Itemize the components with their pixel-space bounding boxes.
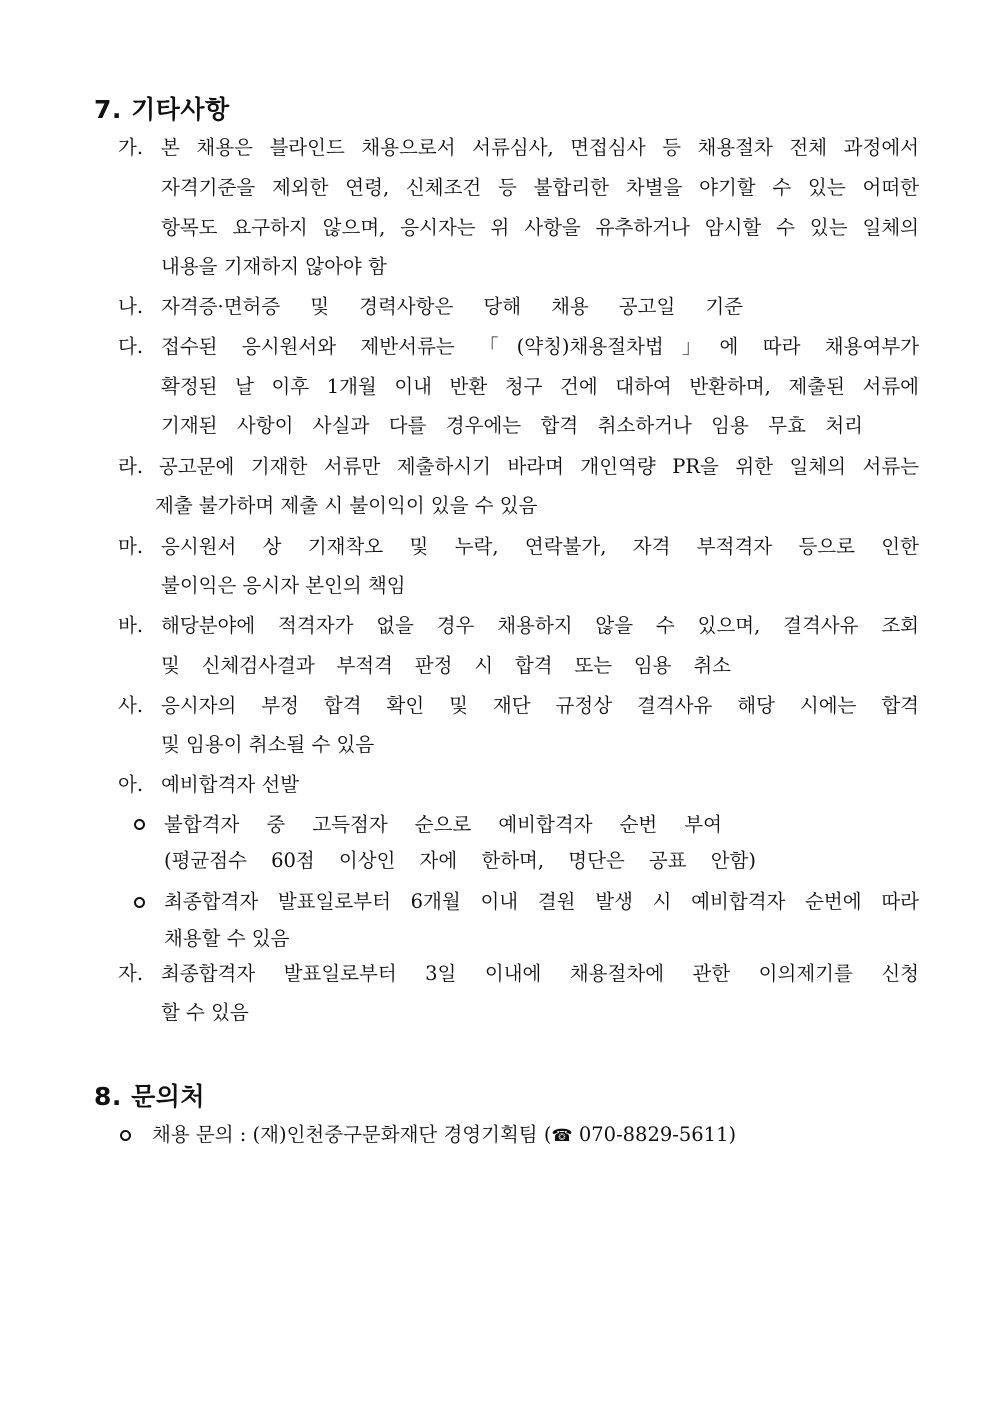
item-a-line-1: 예비합격자 선발 <box>161 773 300 796</box>
item-sa-line-1: 응시자의 부정 합격 확인 및 재단 규정상 결격사유 해당 시에는 합격 <box>161 694 919 717</box>
item-ra-line-1: 공고문에 기재한 서류만 제출하시기 바라며 개인역량 PR을 위한 일체의 서류는 <box>159 455 919 478</box>
item-ga-line-2: 자격기준을 제외한 연령, 신체조건 등 불합리한 차별을 야기할 수 있는 어떠한 <box>161 176 919 199</box>
item-ba-line-1: 해당분야에 적격자가 없을 경우 채용하지 않을 수 있으며, 결격사유 조회 <box>161 614 919 637</box>
item-ga-line-4: 내용을 기재하지 않아야 함 <box>161 255 387 278</box>
contact-phone: 070-8829-5611) <box>578 1123 737 1146</box>
item-da-line-3: 기재된 사항이 사실과 다를 경우에는 합격 취소하거나 임용 무효 처리 <box>161 414 863 437</box>
item-ra-line-2: 제출 불가하며 제출 시 불이익이 있을 수 있음 <box>155 494 538 517</box>
item-a-marker: 아. <box>118 773 144 796</box>
section-7-title: 7. 기타사항 <box>94 95 230 124</box>
bullet-circle-icon <box>120 1130 131 1141</box>
item-da-line-2: 확정된 날 이후 1개월 이내 반환 청구 건에 대하여 반환하며, 제출된 서류에 <box>161 375 919 398</box>
item-ma-line-2: 불이익은 응시자 본인의 책임 <box>161 574 406 597</box>
item-ba-line-2: 및 신체검사결과 부적격 판정 시 합격 또는 임용 취소 <box>161 654 731 677</box>
bullet-1-line-1: 불합격자 중 고득점자 순으로 예비합격자 순번 부여 <box>164 813 722 836</box>
item-ma-line-1: 응시원서 상 기재착오 및 누락, 연락불가, 자격 부적격자 등으로 인한 <box>161 535 919 558</box>
section-8-title: 8. 문의처 <box>94 1082 206 1111</box>
item-da-line-1: 접수된 응시원서와 제반서류는 「(약칭)채용절차법」에 따라 채용여부가 <box>161 335 919 358</box>
item-na-marker: 나. <box>118 295 144 318</box>
item-ja-line-1: 최종합격자 발표일로부터 3일 이내에 채용절차에 관한 이의제기를 신청 <box>161 962 919 985</box>
contact-label: 채용 문의 : (재)인천중구문화재단 경영기획팀 ( <box>152 1123 552 1146</box>
item-da-marker: 다. <box>118 335 144 358</box>
contact-line <box>152 1123 736 1148</box>
phone-icon: ☎ <box>551 1126 573 1146</box>
bullet-1-line-2: (평균점수 60점 이상인 자에 한하며, 명단은 공표 안함) <box>164 849 756 872</box>
item-ja-marker: 자. <box>118 962 144 985</box>
bullet-circle-icon <box>134 819 145 830</box>
item-ba-marker: 바. <box>118 614 144 637</box>
item-ja-line-2: 할 수 있음 <box>161 1001 249 1024</box>
item-sa-marker: 사. <box>118 694 144 717</box>
item-ma-marker: 마. <box>118 535 144 558</box>
bullet-2-line-1: 최종합격자 발표일로부터 6개월 이내 결원 발생 시 예비합격자 순번에 따라 <box>164 890 919 913</box>
item-ga-line-3: 항목도 요구하지 않으며, 응시자는 위 사항을 유추하거나 암시할 수 있는 일체의 <box>161 216 919 239</box>
item-ga-marker: 가. <box>118 136 144 159</box>
bullet-2-line-2: 채용할 수 있음 <box>164 927 290 950</box>
item-ra-marker: 라. <box>118 455 144 478</box>
item-sa-line-2: 및 임용이 취소될 수 있음 <box>161 733 375 756</box>
item-na-line-1: 자격증·면허증 및 경력사항은 당해 채용 공고일 기준 <box>161 295 743 318</box>
item-ga-line-1: 본 채용은 블라인드 채용으로서 서류심사, 면접심사 등 채용절차 전체 과정에서 <box>161 136 919 159</box>
bullet-circle-icon <box>134 897 145 908</box>
